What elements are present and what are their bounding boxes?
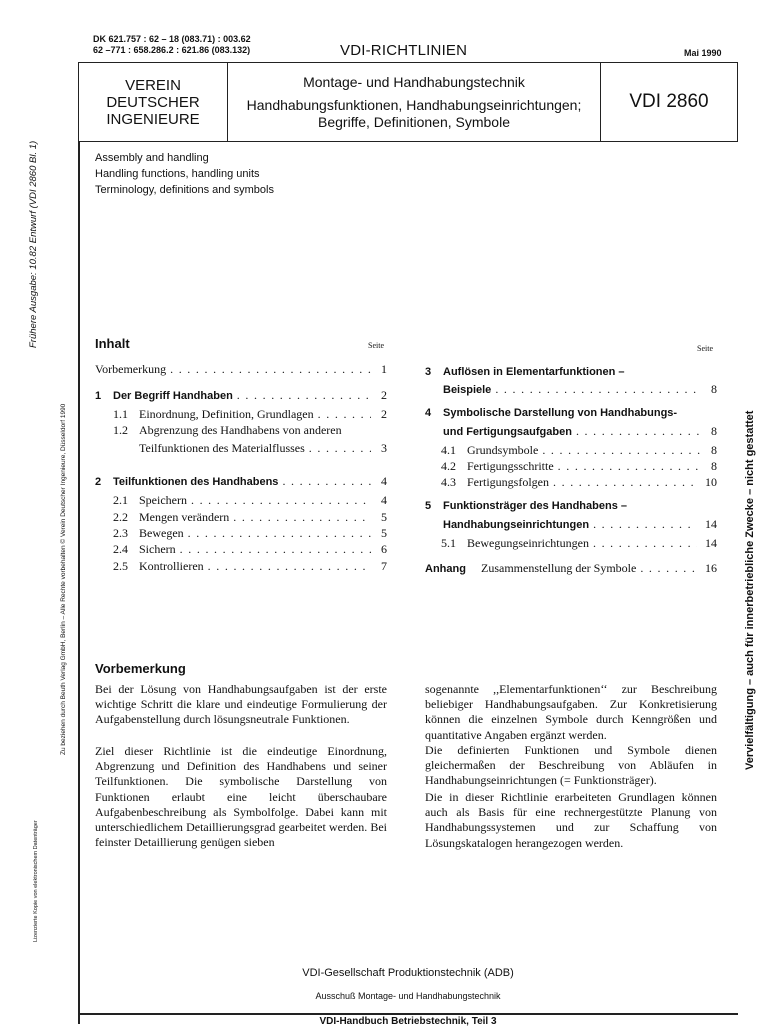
title-line-3: Begriffe, Definitionen, Symbole	[318, 113, 510, 130]
toc-entry[interactable]	[113, 493, 387, 508]
toc-entry-page: 3	[381, 441, 387, 455]
toc-entry-label-2: Teilfunktionen des Materialflusses	[139, 441, 305, 455]
toc-entry-number: 1	[95, 390, 102, 402]
toc-entry-page: 8	[711, 459, 717, 473]
toc-entry-continued[interactable]	[139, 441, 387, 456]
toc-entry-number: 3	[425, 366, 432, 378]
toc-entry-number: 4.1	[441, 443, 456, 457]
toc-entry[interactable]	[113, 510, 387, 525]
toc-entry-label: Sichern	[139, 542, 176, 556]
toc-entry-number: 4.3	[441, 475, 456, 489]
toc-entry-number: 1.2	[113, 423, 128, 437]
rights-note: Zu beziehen durch Beuth Verlag GmbH, Berlin – Alle Rechte vorbehalten © Verein Deutscher Ingenieure, Düsseldorf 1990	[60, 403, 67, 755]
toc-entry-page: 14	[705, 536, 717, 550]
paragraph: Ziel dieser Richtlinie ist die eindeutige Einordnung, Abgrenzung und Definition des Handhabens und seiner Teilfunktionen. Die symbolische Darstellung von Funktionen erlaubt eine leicht überschaubare Aufgabenbeschreibung als Symbolfolge. Dabei kann mit unterschiedlichem Detaillierungsgrad gearbeitet werden. Bei feinster Detaillierung genügen sieben	[95, 744, 387, 850]
toc-entry-page: 8	[711, 382, 717, 396]
toc-entry-label: Bewegen	[139, 526, 184, 540]
paragraph: sogenannte ,,Elementarfunktionen‘‘ zur Beschreibung beliebiger Handhabungsaufgaben. Zur Konkretisierung können die einzelnen Symbole durch Kenngrößen und quantitative Angaben ergänzt werden.	[425, 682, 717, 742]
toc-entry-number: 2	[95, 476, 102, 488]
toc-entry[interactable]	[95, 474, 387, 489]
toc-entry-number: 2.1	[113, 493, 128, 507]
dk-line-2: 62 –771 : 658.286.2 : 621.86 (083.132)	[93, 45, 251, 55]
english-title	[95, 150, 274, 198]
org-line-1: VEREIN	[125, 76, 181, 94]
dk-classification	[93, 34, 251, 56]
toc-entry-label: Der Begriff Handhaben	[113, 390, 233, 402]
toc-entry-label: Symbolische Darstellung von Handhabungs-	[443, 407, 678, 419]
footer-society: VDI-Gesellschaft Produktionstechnik (ADB)	[302, 967, 514, 979]
toc-entry[interactable]	[113, 423, 387, 438]
publication-date: Mai 1990	[684, 48, 722, 58]
toc-entry-page: 10	[705, 475, 717, 489]
toc-entry-continued[interactable]	[443, 382, 717, 397]
toc-entry-label: Vorbemerkung	[95, 362, 167, 376]
dk-line-1: DK 621.757 : 62 – 18 (083.71) : 003.62	[93, 34, 251, 44]
left-frame-line	[78, 142, 80, 1024]
toc-entry-label: Funktionsträger des Handhabens –	[443, 500, 627, 512]
toc-entry-number: Anhang	[425, 563, 466, 575]
toc-entry-number: 5	[425, 500, 432, 512]
paragraph: Die definierten Funktionen und Symbole dienen gleichermaßen der Beschreibung von Abläufen in Handhabungseinrichtungen (= Funktionsträger).	[425, 743, 717, 788]
toc-entry-number: 2.3	[113, 526, 128, 540]
toc-entry[interactable]	[425, 366, 717, 378]
toc-entry-label: Zusammenstellung der Symbole	[481, 561, 637, 575]
toc-entry-number: 4.2	[441, 459, 456, 473]
english-line-1: Assembly and handling	[95, 152, 209, 164]
toc-entry[interactable]	[95, 362, 387, 377]
toc-entry-page: 8	[711, 443, 717, 457]
toc-entry-continued[interactable]	[443, 424, 717, 439]
toc-entry-label-2: und Fertigungsaufgaben	[443, 426, 572, 438]
toc-entry[interactable]	[441, 443, 717, 458]
toc-entry-label: Fertigungsschritte	[467, 459, 554, 473]
document-number: VDI 2860	[629, 91, 709, 112]
paragraph: Bei der Lösung von Handhabungsaufgaben ist der erste wichtige Schritt die klare und eindeutige Formulierung der Aufgabenstellung durch lösungsneutrale Funktionen.	[95, 682, 387, 727]
toc-entry-label: Einordnung, Definition, Grundlagen	[139, 407, 314, 421]
toc-entry-page: 8	[711, 424, 717, 438]
section-heading-vorbemerkung: Vorbemerkung	[95, 661, 186, 676]
toc-entry-page: 7	[381, 559, 387, 573]
toc-entry-number: 2.5	[113, 559, 128, 573]
toc-entry[interactable]	[441, 459, 717, 474]
toc-entry-label: Kontrollieren	[139, 559, 204, 573]
toc-entry[interactable]	[425, 407, 717, 419]
toc-entry-page: 4	[381, 474, 387, 488]
org-line-2: DEUTSCHER	[106, 93, 200, 111]
toc-entry[interactable]	[441, 536, 717, 551]
toc-heading: Inhalt	[95, 336, 130, 351]
toc-entry-label: Teilfunktionen des Handhabens	[113, 476, 279, 488]
toc-entry-page: 2	[381, 407, 387, 421]
toc-entry-page: 1	[381, 362, 387, 376]
toc-entry-label-2: Handhabungseinrichtungen	[443, 519, 590, 531]
toc-entry-page: 5	[381, 526, 387, 540]
toc-entry-number: 2.2	[113, 510, 128, 524]
toc-entry-page: 5	[381, 510, 387, 524]
toc-entry[interactable]	[441, 475, 717, 490]
toc-entry-number: 2.4	[113, 542, 128, 556]
toc-page-header-left: Seite	[368, 341, 384, 350]
paragraph: Die in dieser Richtlinie erarbeiteten Grundlagen können auch als Basis für eine rechnergestützte Planung von Handhabungssystemen und zur Schaffung von Lösungskatalogen herangezogen werden.	[425, 790, 717, 850]
toc-entry[interactable]	[113, 542, 387, 557]
toc-entry-label: Abgrenzung des Handhabens von anderen	[139, 423, 342, 437]
toc-entry-number: 4	[425, 407, 432, 419]
toc-entry[interactable]	[113, 407, 387, 422]
toc-entry[interactable]	[425, 500, 717, 512]
toc-entry-page: 4	[381, 493, 387, 507]
toc-entry[interactable]	[113, 559, 387, 574]
toc-entry-label-2: Beispiele	[443, 384, 492, 396]
bottom-frame-line	[78, 1013, 738, 1015]
toc-entry-label: Fertigungsfolgen	[467, 475, 549, 489]
footer-handbook: VDI-Handbuch Betriebstechnik, Teil 3	[319, 1016, 497, 1027]
toc-entry-number: 1.1	[113, 407, 128, 421]
toc-entry-page: 2	[381, 388, 387, 402]
toc-entry-label: Speichern	[139, 493, 187, 507]
previous-edition-note: Frühere Ausgabe: 10.82 Entwurf (VDI 2860 Bl. 1)	[28, 140, 39, 348]
reproduction-note: Vervielfältigung – auch für innerbetriebliche Zwecke – nicht gestattet	[744, 410, 756, 770]
toc-entry-label: Auflösen in Elementarfunktionen –	[443, 366, 625, 378]
license-note: Lizenzierte Kopie von elektronischem Datenträger	[33, 820, 39, 942]
english-line-2: Handling functions, handling units	[95, 168, 260, 180]
toc-entry[interactable]	[113, 526, 387, 541]
toc-entry-continued[interactable]	[443, 517, 717, 532]
toc-entry-page: 6	[381, 542, 387, 556]
toc-entry-page: 14	[705, 517, 717, 531]
series-title: VDI-RICHTLINIEN	[340, 42, 468, 59]
footer-committee: Ausschuß Montage- und Handhabungstechnik	[315, 991, 501, 1001]
toc-entry[interactable]	[425, 561, 717, 576]
english-line-3: Terminology, definitions and symbols	[95, 184, 274, 196]
toc-entry-label: Grundsymbole	[467, 443, 539, 457]
title-box	[78, 62, 738, 142]
org-line-3: INGENIEURE	[106, 110, 200, 128]
toc-entry-page: 16	[705, 561, 717, 575]
toc-entry-number: 5.1	[441, 536, 456, 550]
toc-page-header-right: Seite	[697, 344, 713, 353]
title-line-2: Handhabungsfunktionen, Handhabungseinrichtungen;	[246, 96, 582, 113]
organization-name	[79, 63, 228, 141]
toc-entry-label: Mengen verändern	[139, 510, 230, 524]
title-line-1: Montage- und Handhabungstechnik	[303, 73, 525, 90]
toc-entry-label: Bewegungseinrichtungen	[467, 536, 589, 550]
document-title	[228, 63, 601, 141]
toc-entry[interactable]	[95, 388, 387, 403]
